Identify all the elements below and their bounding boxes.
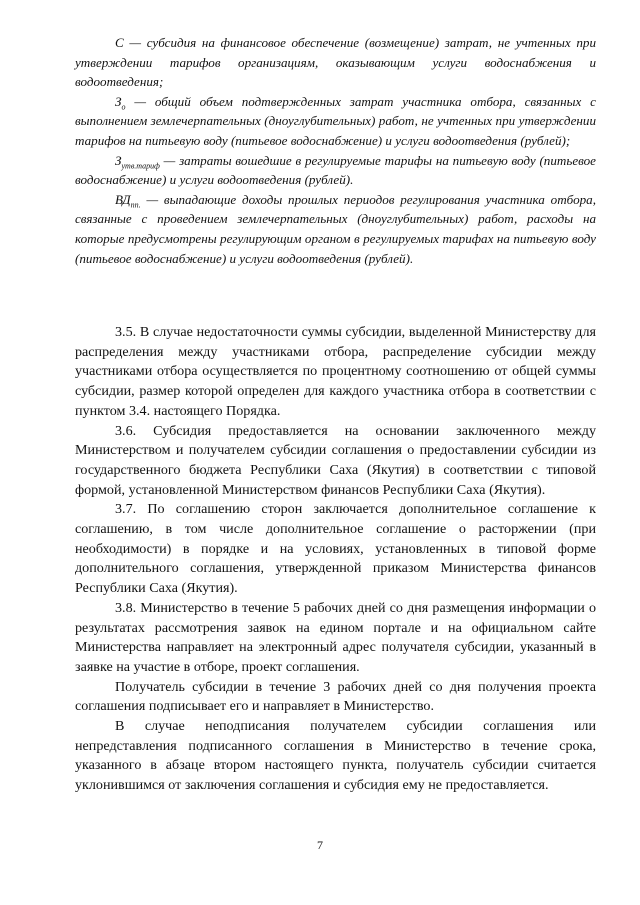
page-number: 7 bbox=[317, 838, 323, 852]
paragraph-3-5: 3.5. В случае недостаточности суммы субсидии, выделенной Министерству для распределения между участниками отбора, распределение субсидии между участниками отбора осуществляется по процентному соотношению от общей суммы субсидии, размер которой определен для каждого участника отбора в соответствии с пунктом 3.4. настоящего Порядка. bbox=[75, 324, 596, 419]
definition-text: — затраты вошедшие в регулируемые тарифы на питьевую воду (питьевое водоснабжение) и услуги водоотведения (рублей). bbox=[75, 152, 596, 188]
definition-item bbox=[75, 151, 596, 190]
definition-symbol: $ВД_{пп.}$ bbox=[115, 191, 141, 210]
paragraph-3-6: 3.6. Субсидия предоставляется на основании заключенного между Министерством и получателем субсидии соглашения о предоставлении субсидии из государственного бюджета Республики Саха (Якутия) в соответствии с типовой формой, установленной Министерством финансов Республики Саха (Якутия). bbox=[75, 422, 596, 498]
paragraph-refusal: В случае неподписания получателем субсидии соглашения или непредставления подписанного соглашения в Министерство в течение срока, указанного в абзаце втором настоящего пункта, получатель субсидии считается уклонившимся от заключения соглашения и субсидия ему не предоставляется. bbox=[75, 718, 596, 794]
definition-item bbox=[75, 33, 596, 92]
definition-text: — субсидия на финансовое обеспечение (возмещение) затрат, не учтенных при утверждении тарифов организациям, оказывающим услуги водоснабжения и водоотведения; bbox=[75, 35, 596, 90]
paragraph-3-8: 3.8. Министерство в течение 5 рабочих дней со дня размещения информации о результатах рассмотрения заявок на едином портале и на официальном сайте Министерства направляет на электронный адрес получателя субсидии, указанный в заявке на участие в отборе, проект соглашения. bbox=[75, 599, 596, 675]
body-text bbox=[75, 323, 596, 796]
definition-item bbox=[75, 92, 596, 151]
definition-item bbox=[75, 190, 596, 268]
paragraph-3-7: 3.7. По соглашению сторон заключается дополнительное соглашение к соглашению, в том числе дополнительное соглашение о расторжении (при необходимости) в порядке и на условиях, установленных в типовой форме дополнительного соглашения, утвержденной приказом Министерства финансов Республики Саха (Якутия). bbox=[75, 501, 596, 597]
definition-symbol: $З_{утв.тариф}$ bbox=[115, 152, 160, 171]
definition-text: — общий объем подтвержденных затрат участника отбора, связанных с выполнением землечерпательных (дноуглубительных) работ, не учтенных при утверждении тарифов на питьевую воду (питьевое водоснабжение) и услуги водоотведения (рублей); bbox=[75, 93, 596, 148]
paragraph-signing-term: Получатель субсидии в течение 3 рабочих дней со дня получения проекта соглашения подписывает его и направляет в Министерство. bbox=[75, 678, 596, 715]
definition-symbol: С bbox=[115, 35, 124, 50]
definition-text: — выпадающие доходы прошлых периодов регулирования участника отбора, связанные с проведением землечерпательных (дноуглубительных) работ, расходы на которые предусмотрены регулирующим органом в регулируемых тарифах на питьевую воду (питьевое водоснабжение) и услуги водоотведения (рублей). bbox=[75, 191, 596, 266]
formula-definitions bbox=[75, 33, 596, 268]
definition-symbol: $З_о$ bbox=[115, 93, 126, 112]
